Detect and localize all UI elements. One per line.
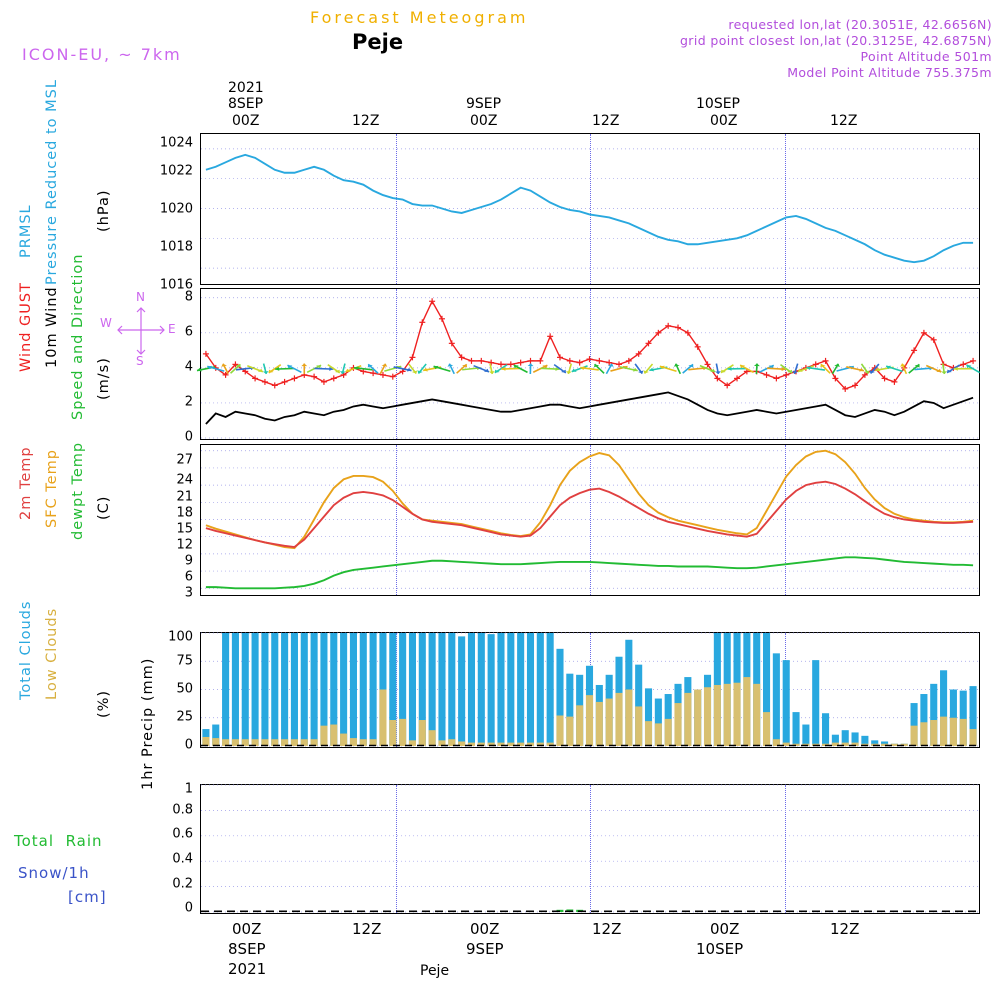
precip-ytick-1: 0.2 — [172, 876, 193, 892]
bottom-axis-hour-4: 00Z — [710, 920, 740, 938]
pressure-ytick-1: 1018 — [159, 239, 193, 255]
clouds-plot — [201, 633, 978, 746]
precip-plot — [201, 785, 978, 912]
temp-ytick-8: 27 — [176, 452, 193, 468]
wind-ytick-1: 2 — [184, 394, 193, 410]
temp-ytick-0: 3 — [184, 585, 193, 601]
pressure-unit: (hPa) — [96, 189, 112, 232]
temp-ytick-5: 18 — [176, 505, 193, 521]
clouds-ytick-3: 75 — [176, 653, 193, 669]
precip-label-line-2: [cm] — [68, 888, 107, 906]
compass-s: S — [136, 354, 144, 368]
panel-clouds — [200, 632, 980, 748]
wind-ytick-0: 0 — [184, 429, 193, 445]
top-axis-hour-4: 00Z — [710, 113, 738, 129]
precip-ytick-0: 0 — [184, 900, 193, 916]
temp-ytick-4: 15 — [176, 521, 193, 537]
bottom-axis-day-2: 10SEP — [696, 940, 744, 958]
gridpoint-coords: grid point closest lon,lat (20.3125E, 42.6875N) — [679, 33, 992, 48]
temp-ytick-3: 12 — [176, 537, 193, 553]
bottom-axis-hour-2: 00Z — [470, 920, 500, 938]
temp-label-line-1: SFC Temp — [44, 449, 60, 528]
temp-label-line-2: dewpt Temp — [70, 441, 86, 540]
footer-station-name: Peje — [420, 963, 450, 979]
wind-label-line-0: Wind GUST — [18, 282, 34, 372]
temp-ytick-7: 24 — [176, 472, 193, 488]
top-axis-day-0: 8SEP — [228, 96, 264, 112]
panel-wind — [200, 288, 980, 440]
top-axis-hour-0: 00Z — [232, 113, 260, 129]
bottom-axis-day-1: 9SEP — [466, 940, 504, 958]
point-altitude: Point Altitude 501m — [860, 49, 992, 64]
clouds-ytick-1: 25 — [176, 709, 193, 725]
clouds-ytick-2: 50 — [176, 681, 193, 697]
bottom-axis-hour-3: 12Z — [592, 920, 622, 938]
precip-unit: 1hr Precip (mm) — [140, 657, 156, 790]
requested-coords: requested lon,lat (20.3051E, 42.6656N) — [728, 17, 992, 32]
top-axis-hour-5: 12Z — [830, 113, 858, 129]
clouds-unit: (%) — [96, 689, 112, 718]
precip-label-line-1: Snow/1h — [18, 864, 90, 882]
bottom-axis-year: 2021 — [228, 960, 267, 978]
compass-n: N — [136, 290, 145, 304]
top-axis-hour-2: 00Z — [470, 113, 498, 129]
pressure-ytick-3: 1022 — [159, 163, 193, 179]
pressure-plot — [201, 134, 978, 283]
temp-plot — [201, 445, 978, 594]
precip-ytick-3: 0.6 — [172, 826, 193, 842]
top-axis-day-2: 10SEP — [696, 96, 740, 112]
compass-w: W — [100, 316, 112, 330]
temp-ytick-2: 9 — [184, 553, 193, 569]
top-axis-day-1: 9SEP — [466, 96, 502, 112]
pressure-ytick-4: 1024 — [159, 135, 193, 151]
precip-ytick-4: 0.8 — [172, 802, 193, 818]
page-title: Peje — [352, 30, 404, 54]
clouds-ytick-4: 100 — [168, 629, 193, 645]
clouds-label-line-1: Low Clouds — [44, 607, 60, 700]
wind-ytick-2: 4 — [184, 359, 193, 375]
bottom-axis-hour-1: 12Z — [352, 920, 382, 938]
top-axis-hour-1: 12Z — [352, 113, 380, 129]
top-axis-year: 2021 — [228, 80, 264, 96]
temp-label-line-0: 2m Temp — [18, 446, 34, 520]
clouds-label-line-0: Total Clouds — [18, 600, 34, 700]
pressure-ytick-0: 1016 — [159, 277, 193, 293]
wind-ytick-4: 8 — [184, 289, 193, 305]
wind-plot — [201, 289, 978, 438]
bottom-axis-hour-5: 12Z — [830, 920, 860, 938]
wind-label-line-2: Speed and Direction — [70, 253, 86, 420]
panel-temp — [200, 444, 980, 596]
temp-ytick-1: 6 — [184, 569, 193, 585]
clouds-ytick-0: 0 — [184, 737, 193, 753]
panel-precip — [200, 784, 980, 914]
bottom-axis-hour-0: 00Z — [232, 920, 262, 938]
wind-unit: (m/s) — [96, 357, 112, 400]
wind-ytick-3: 6 — [184, 324, 193, 340]
panel-pressure — [200, 133, 980, 285]
pressure-ytick-2: 1020 — [159, 201, 193, 217]
top-axis-hour-3: 12Z — [592, 113, 620, 129]
temp-ytick-6: 21 — [176, 489, 193, 505]
model-point-altitude: Model Point Altitude 755.375m — [787, 65, 992, 80]
compass-e: E — [168, 322, 176, 336]
temp-unit: (C) — [96, 495, 112, 520]
forecast-label: Forecast Meteogram — [310, 8, 529, 27]
wind-label-line-1: 10m Wind — [44, 286, 60, 368]
pressure-label-line-1: Pressure Reduced to MSL — [44, 79, 60, 285]
precip-ytick-2: 0.4 — [172, 851, 193, 867]
model-label: ICON-EU, ~ 7km — [22, 45, 182, 64]
pressure-label-line-0: PRMSL — [18, 204, 34, 258]
precip-ytick-5: 1 — [184, 781, 193, 797]
precip-label-line-0: Total Rain — [14, 832, 103, 850]
bottom-axis-day-0: 8SEP — [228, 940, 266, 958]
